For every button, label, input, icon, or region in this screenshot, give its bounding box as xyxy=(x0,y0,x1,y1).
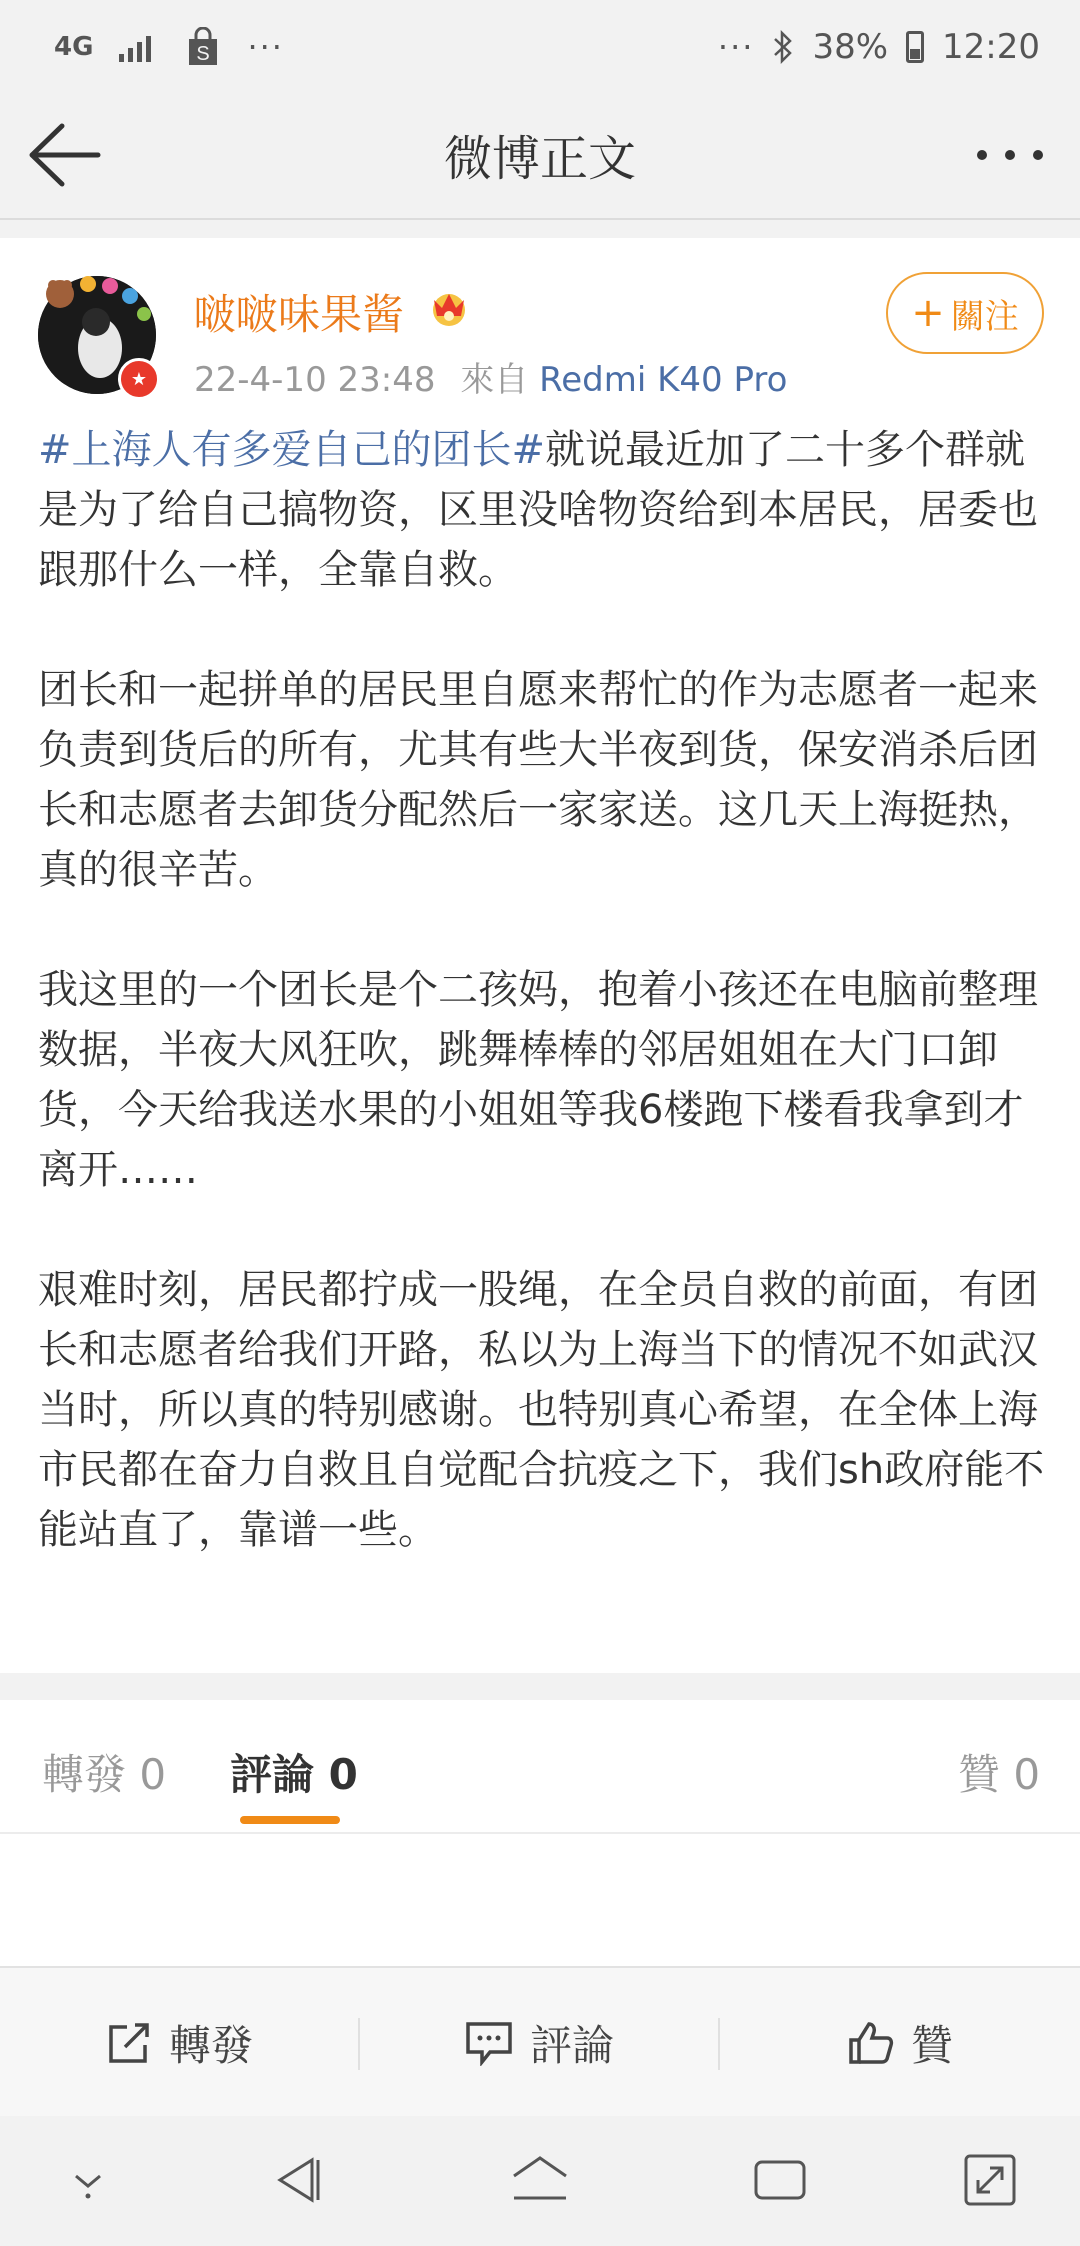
comment-button[interactable] xyxy=(360,1968,718,2118)
tab-label: 轉發 xyxy=(42,1750,127,1799)
post-paragraph: 我这里的一个团长是个二孩妈，抱着小孩还在电脑前整理数据，半夜大风狂吹，跳舞棒棒的邻居姐姐在大门口卸货，今天给我送水果的小姐姐等我6楼跑下楼看我拿到才离开…… xyxy=(38,967,1038,1193)
tab-comments[interactable] xyxy=(230,1742,358,1802)
bluetooth-icon xyxy=(772,29,794,65)
more-options-button[interactable] xyxy=(970,130,1050,180)
expand-icon xyxy=(958,2148,1022,2212)
more-status-indicator: ··· xyxy=(717,28,755,66)
post-meta xyxy=(194,352,787,401)
recents-icon xyxy=(748,2148,812,2212)
network-type: 4G xyxy=(54,32,94,62)
post-content xyxy=(38,420,1046,1620)
tab-likes[interactable] xyxy=(958,1742,1040,1802)
hashtag-link[interactable]: #上海人有多爱自己的团长# xyxy=(38,427,546,473)
clock: 12:20 xyxy=(942,27,1040,67)
post-paragraph: 团长和一起拼单的居民里自愿来帮忙的作为志愿者一起来负责到货后的所有，尤其有些大半夜到货，保安消杀后团长和志愿者去卸货分配然后一家家送。这几天上海挺热，真的很辛苦。 xyxy=(38,667,1038,893)
interaction-tabs xyxy=(0,1700,1080,1834)
source-prefix: 來自 xyxy=(460,360,529,400)
repost-label: 轉發 xyxy=(168,2021,253,2070)
post-paragraph-text: 就说最近加了二十多个群就是为了给自己搞物资，区里没啥物资给到本居民，居委也跟那什么一样，全靠自救。 xyxy=(38,427,1038,593)
svg-text:S: S xyxy=(196,43,211,65)
post-timestamp: 22-4-10 23:48 xyxy=(194,360,436,400)
status-bar xyxy=(0,0,1080,92)
expand-screen-button[interactable] xyxy=(958,2148,1022,2212)
chevron-down-icon xyxy=(56,2148,120,2212)
repost-button[interactable] xyxy=(0,1968,358,2118)
plus-icon: + xyxy=(911,290,945,336)
signal-icon xyxy=(119,32,159,62)
more-dots-icon xyxy=(970,130,1050,180)
comment-label: 評論 xyxy=(529,2021,614,2070)
home-icon xyxy=(508,2148,572,2212)
post-paragraph: 艰难时刻，居民都拧成一股绳，在全员自救的前面，有团长和志愿者给我们开路，私以为上海当下的情况不如武汉当时，所以真的特别感谢。也特别真心希望，在全体上海市民都在奋力自救且自觉配合抗疫之下，我们sh政府能不能站直了，靠谱一些。 xyxy=(38,1267,1045,1553)
username[interactable]: 啵啵味果酱 xyxy=(194,290,405,339)
post-paragraph xyxy=(38,420,1046,600)
comments-list xyxy=(0,1834,1080,1966)
navigation-bar xyxy=(0,92,1080,220)
status-bar-right xyxy=(718,22,1040,72)
system-recents-button[interactable] xyxy=(748,2148,812,2212)
battery-icon xyxy=(906,31,924,63)
like-label: 贊 xyxy=(910,2021,953,2070)
battery-percent: 38% xyxy=(812,27,889,67)
hide-keyboard-button[interactable] xyxy=(56,2148,120,2212)
system-back-button[interactable] xyxy=(266,2148,330,2212)
more-notifications-indicator: ··· xyxy=(247,28,284,66)
like-button[interactable] xyxy=(720,1968,1080,2118)
status-bar-left xyxy=(54,22,284,72)
page-title: 微博正文 xyxy=(443,131,636,187)
tab-label: 評論 xyxy=(230,1750,315,1799)
tab-label: 贊 xyxy=(958,1750,1001,1799)
system-home-button[interactable] xyxy=(508,2148,572,2212)
thumbs-up-icon xyxy=(847,2020,895,2066)
comment-icon xyxy=(464,2020,514,2066)
share-icon xyxy=(105,2021,153,2065)
tab-reposts[interactable] xyxy=(42,1742,166,1802)
tab-count: 0 xyxy=(139,1750,167,1799)
bottom-action-bar xyxy=(0,1966,1080,2118)
system-navigation-bar xyxy=(0,2116,1080,2246)
follow-label: 關注 xyxy=(950,296,1019,337)
shopping-bag-icon xyxy=(185,27,221,67)
active-tab-indicator xyxy=(240,1816,340,1824)
follow-button[interactable] xyxy=(886,272,1044,354)
post-source[interactable]: Redmi K40 Pro xyxy=(539,360,788,400)
tab-count: 0 xyxy=(1013,1750,1041,1799)
verified-badge-icon: ★ xyxy=(118,358,160,400)
vip-crown-icon xyxy=(426,286,472,328)
back-triangle-icon xyxy=(266,2148,330,2212)
tab-count: 0 xyxy=(328,1750,358,1799)
